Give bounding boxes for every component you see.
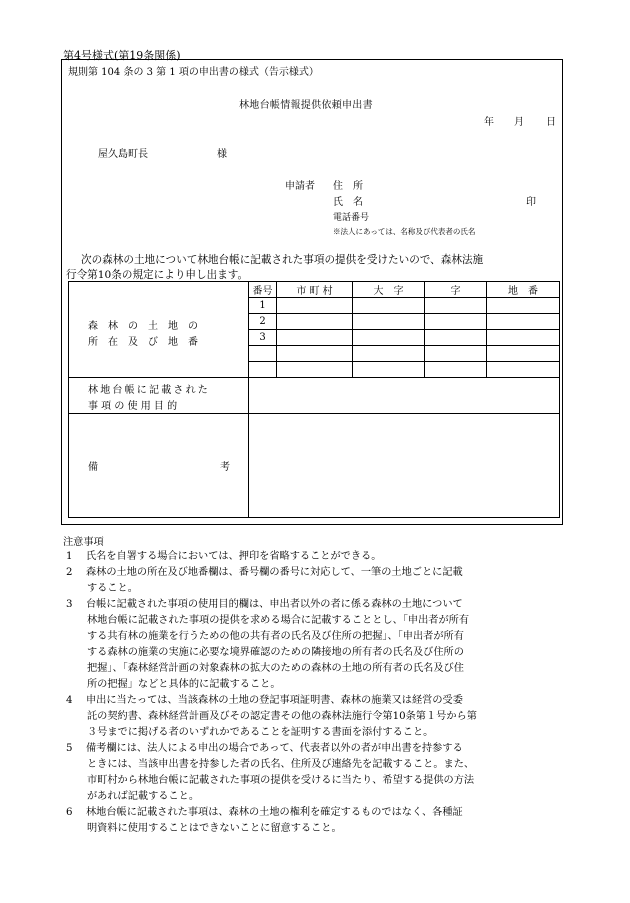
note-number: 1 — [66, 551, 73, 562]
note-text: 林地台帳に記載された事項は、森林の土地の権利を確定するものではなく、各種証 — [86, 807, 463, 818]
form-title: 林地台帳情報提供依頼申出書 — [239, 100, 373, 111]
note-item — [66, 565, 463, 581]
note-text-continuation: があれば記載すること。 — [87, 791, 200, 802]
notes-heading: 注意事項 — [63, 537, 104, 548]
note-text: 台帳に記載された事項の使用目的欄は、申出者以外の者に係る森林の土地について — [86, 599, 463, 610]
note-text: 森林の土地の所在及び地番欄は、番号欄の番号に対応して、一筆の土地ごとに記載 — [86, 567, 463, 578]
date-year[interactable]: 年 — [484, 117, 494, 128]
note-text-continuation: 所の把握」などと具体的に記載すること。 — [87, 679, 281, 690]
note-text-continuation: する共有林の施業を行うための他の共有者の氏名及び住所の把握」、「申出者が所有 — [87, 631, 464, 642]
note-number: 3 — [66, 599, 73, 610]
note-text-continuation: すること。 — [87, 583, 138, 594]
row-number-3: 3 — [259, 332, 266, 343]
name-label: 氏 名 — [333, 197, 363, 208]
address-label: 住 所 — [333, 181, 363, 192]
remarks-label-right: 考 — [220, 462, 230, 473]
note-text-continuation: する森林の施業の実施に必要な境界確認のための隣接地の所有者の氏名及び住所の — [87, 647, 464, 658]
col-header-oaza: 大 字 — [373, 286, 404, 297]
location-label-line2: 所 在 及 び 地 番 — [88, 337, 198, 348]
form-number: 第4号様式(第19条関係) — [63, 49, 181, 62]
applicant-label: 申請者 — [285, 181, 315, 192]
date-month[interactable]: 月 — [514, 117, 524, 128]
corporation-note: ※法人にあっては、名称及び代表者の氏名 — [333, 227, 476, 236]
note-text-continuation: 林地台帳に記載された事項の提供を求める場合に記載することとし、「申出者が所有 — [87, 615, 470, 626]
note-number: 2 — [66, 567, 73, 578]
purpose-input[interactable] — [249, 378, 559, 413]
col-header-lot-number: 地 番 — [508, 286, 538, 297]
note-text-continuation: ３号までに掲げる者のいずれかであることを証明する書面を添付すること。 — [87, 727, 434, 738]
note-text-continuation: ときには、当該申出書を持参した者の氏名、住所及び連絡先を記載すること。また、 — [87, 759, 475, 770]
row-number-1: 1 — [259, 300, 266, 311]
seal-mark: 印 — [526, 197, 536, 208]
col-header-aza: 字 — [450, 286, 461, 297]
addressee-honorific: 様 — [217, 149, 227, 160]
purpose-label-line1: 林地台帳に記載された — [88, 385, 210, 396]
date-day[interactable]: 日 — [546, 117, 556, 128]
note-text-continuation: 明資料に使用することはできないことに留意すること。 — [87, 823, 342, 834]
note-text-continuation: 把握」、「森林経営計画の対象森林の拡大のための森林の土地の所有者の氏名及び住 — [87, 663, 464, 674]
purpose-label-line2: 事 項 の 使 用 目 的 — [88, 401, 178, 412]
note-text: 申出に当たっては、当該森林の土地の登記事項証明書、森林の施業又は経営の受委 — [86, 695, 463, 706]
note-text: 備考欄には、法人による申出の場合であって、代表者以外の者が申出書を持参する — [86, 743, 463, 754]
note-text-continuation: 託の契約書、森林経営計画及びその認定書その他の森林法施行令第10条第１号から第 — [87, 711, 477, 722]
note-item — [66, 693, 463, 709]
phone-label: 電話番号 — [333, 213, 370, 223]
col-header-municipality: 市 町 村 — [296, 286, 333, 297]
note-text-continuation: 市町村から林地台帳に記載された事項の提供を受けるに当たり、希望する提供の方法 — [87, 775, 475, 786]
note-item — [66, 549, 381, 565]
body-text-line2: 行令第10条の規定により申し出ます。 — [66, 269, 249, 281]
remarks-input[interactable] — [249, 414, 559, 517]
row-number-2: 2 — [259, 316, 266, 327]
rule-caption: 規則第 104 条の 3 第 1 項の申出書の様式（告示様式） — [68, 67, 319, 78]
note-number: 6 — [66, 807, 73, 818]
note-text: 氏名を自署する場合においては、押印を省略することができる。 — [86, 551, 382, 562]
body-text-line1: 次の森林の土地について林地台帳に記載された事項の提供を受けたいので、森林法施 — [81, 254, 484, 266]
note-item — [66, 805, 463, 821]
note-number: 4 — [66, 695, 73, 706]
remarks-label-left: 備 — [88, 462, 98, 473]
addressee-name: 屋久島町長 — [98, 149, 148, 160]
col-header-number: 番号 — [252, 286, 273, 297]
location-label-line1: 森 林 の 土 地 の — [88, 321, 198, 332]
note-item — [66, 597, 463, 613]
note-item — [66, 741, 463, 757]
note-number: 5 — [66, 743, 73, 754]
